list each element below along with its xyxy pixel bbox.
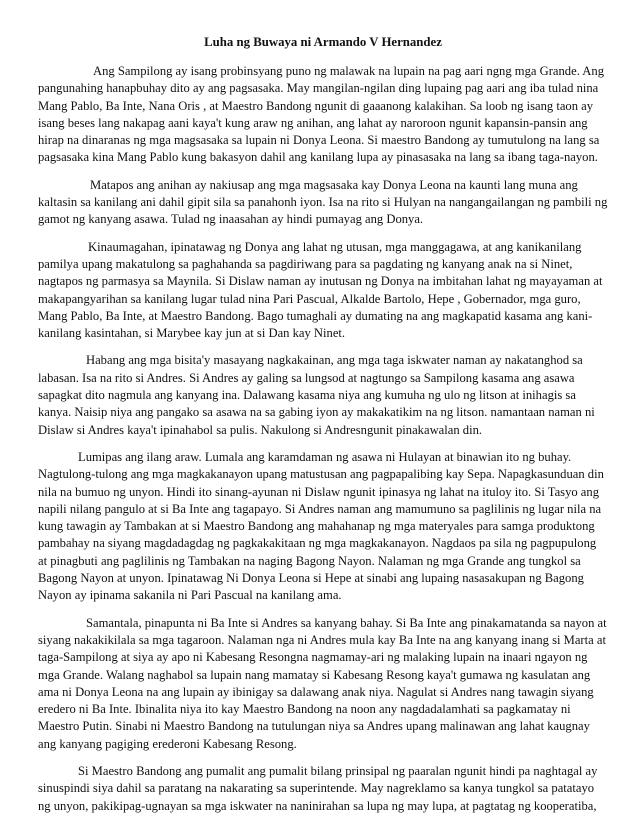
document-title: Luha ng Buwaya ni Armando V Hernandez [204,35,442,49]
paragraph-1: Ang Sampilong ay isang probinsyang puno ng malawak na lupain na pag aari ngng mga Grande. Ang pangunahing hanapbuhay dito ay ang pagsasaka. May mangilan-ngilan ding lupaing pag aari ang iba tulad nina Mang Pablo, Ba Inte, Nana Oris , at Maestro Bandong ngunit di gaaanong kalakihan. Sa loob ng isang taon ay isang beses lang nakapag aani kaya't kung araw ng anihan, ang lahat ay naroroon ngunit kapansin-pansin ang hirap na dinaranas ng mga magsasaka sa lupain ni Donya Leona. Si maestro Bandong ay tumutulong na lang sa pagsasaka kina Mang Pablo kung bakasyon dahil ang kanilang lupa ay pinasasaka na lang sa ibang taga-nayon. [38,64,604,165]
paragraph-7: Si Maestro Bandong ang pumalit ang pumalit bilang prinsipal ng paaralan ngunit hindi pa naghtagal ay sinuspindi siya dahil sa paratang na nakarating sa superintende. May nagreklamo sa kanya tungkol sa patatayo ng unyon, pakikipag-ugnayan sa mga iskwater na naninirahan sa lupa ng may lupa, at pagtatag ng kooperatiba, [38,763,598,813]
paragraph-2: Matapos ang anihan ay nakiusap ang mga magsasaka kay Donya Leona na kaunti lang muna ang kaltasin sa kanilang ani dahil gipit sila sa panahonh iyon. Isa na rito si Hulyan na nangangailangan ng pambili ng gamot ng kanyang asawa. Tulad ng inaasahan ay hindi pumayag ang Donya. [38,177,608,227]
paragraph-4: Habang ang mga bisita'y masayang nagkakainan, ang mga taga iskwater naman ay nakatanghod sa labasan. Isa na rito si Andres. Si Andres ay galing sa lungsod at nagtungo sa Sampilong kasama ang asawa sapagkat dito nagmula ang kanyang ina. Dalawang kasama niya ang kumuha ng ulo ng litson at inihagis sa kanya. Naisip niya ang pangako sa asawa na sa gabing iyon ay makakatikim na ng litson. namantaan naman ni Dislaw si Andres kaya't ipinahabol sa pulis. Nakulong si Andresngunit pinakawalan din. [38,353,595,437]
paragraph-3: Kinaumagahan, ipinatawag ng Donya ang lahat ng utusan, mga manggagawa, at ang kanikanilang pamilya upang makatulong sa paghahanda sa pagdiriwang para sa pagdating ng kanyang anak na si Ninet, nagtapos ng parmasya sa Maynila. Si Dislaw naman ay inutusan ng Donya na imbitahan lahat ng mayayaman at makapangyarihan sa kanilang lugar tulad nina Pari Pascual, Alkalde Bartolo, Hepe , Gobernador, mga guro, Mang Pablo, Ba Inte, at Maestro Bandong. Bago tumaghali ay dumating na ang magkapatid kasama ang kani-kanilang kasintahan, si Marybee kay jun at si Dan kay Ninet. [38,239,603,341]
paragraph-6: Samantala, pinapunta ni Ba Inte si Andres sa kanyang bahay. Si Ba Inte ang pinakamatanda sa nayon at siyang nakakikilala sa mga tagaroon. Nalaman nga ni Andres mula kay Ba Inte na ang kanyang inang si Marta at taga-Sampilong at siya ay apo ni Kabesang Resongna nagmamay-ari ng malaking lupain na inaari ngayon ng mga Grande. Walang naghabol sa lupain nang mamatay si Kabesang Resong kaya't gumawa ng kasulatan ang ama ni Donya Leona na ang lupain ay ibinigay sa dalawang anak niya. Nagulat si Andres nang tawagin siyang eredero ni Ba Inte. Ibinalita niya ito kay Maestro Bandong na noon any nagdadalamhati sa pagkamatay ni Maestro Putin. Sinabi ni Maestro Bandong na tutulungan niya sa Andres upang malinawan ang lahat kaugnay ang kanyang pagiging erederoni Kabesang Resong. [38,615,607,751]
paragraph-5: Lumipas ang ilang araw. Lumala ang karamdaman ng asawa ni Hulayan at binawian ito ng buhay. Nagtulong-tulong ang mga magkakanayon upang matustusan ang pagpapalibing kay Sepa. Napagkasunduan din nila na bumuo ng unyon. Hindi ito sinang-ayunan ni Dislaw ngunit ipinasya ng lahat na ituloy ito. Si Tasyo ang napili nilang pangulo at si Ba Inte ang tagapayo. Si Andres naman ang mamumuno sa paglilinis ng lugar nila na kung tawagin ay Tambakan at si Maestro Bandong ang mahahanap ng mga materyales para samga produktong pambahay na siyang magdadagdag ng pagkakakitaan ng mga magkakanayon. Nagdaos pa sila ng pagpupulong at pinagbuti ang paglilinis ng Tambakan na naging Bagong Nayon. Nalaman ng mga Grande ang tungkol sa Bagong Nayon at unyon. Ipinatawag Ni Donya Leona si Hepe at sinabi ang lupaing nasasakupan ng Bagong Nayon ay ipinama sakanila ni Pari Pascual na kanilang ama. [38,449,604,603]
